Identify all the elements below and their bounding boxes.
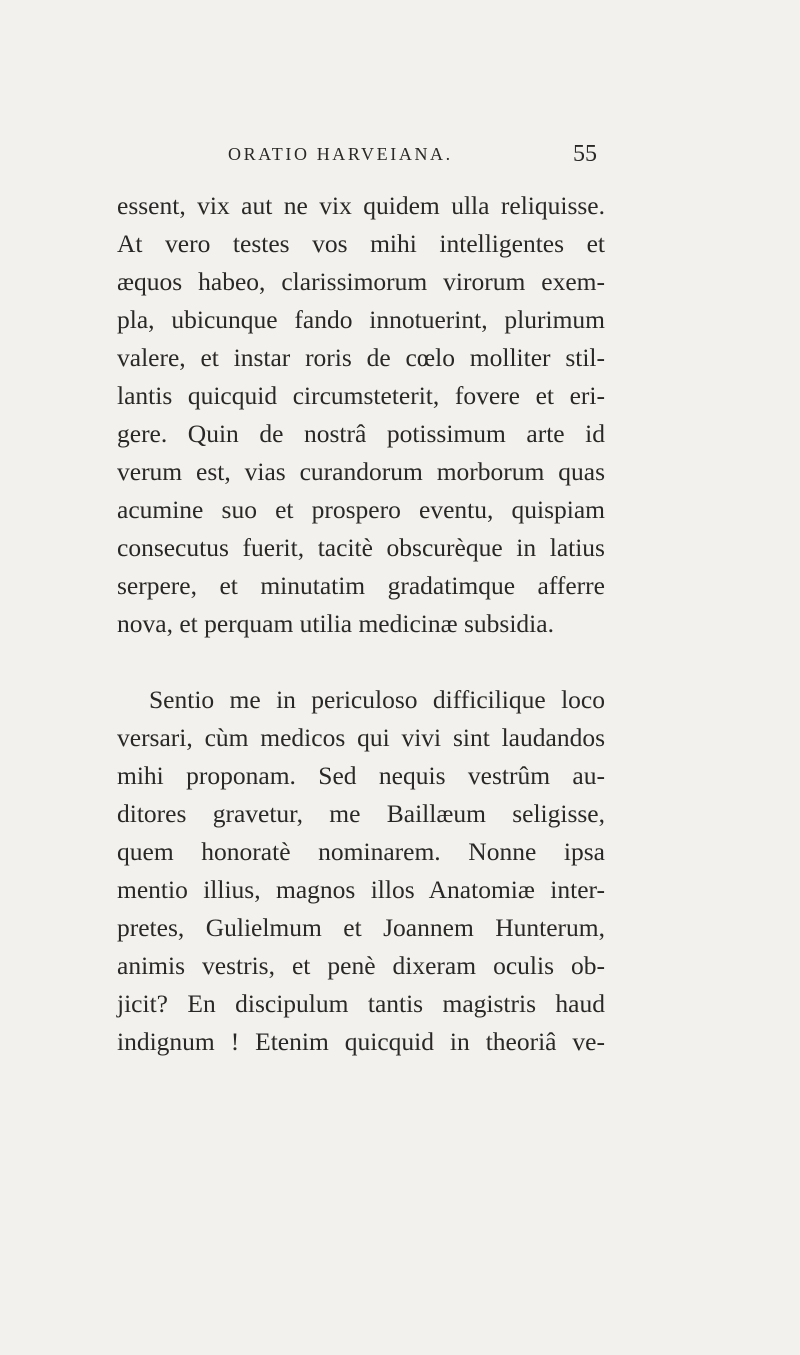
text-line: ditores gravetur, me Baillæum seligisse, — [117, 799, 605, 828]
text-line: gere. Quin de nostrâ potissimum arte id — [117, 419, 605, 448]
body-text — [117, 187, 605, 1061]
paragraph-1 — [117, 187, 605, 643]
text-line: At vero testes vos mihi intelligentes et — [117, 229, 605, 258]
text-line: consecutus fuerit, tacitè obscurèque in latius — [117, 533, 605, 562]
text-line: quem honoratè nominarem. Nonne ipsa — [117, 837, 605, 866]
running-head — [218, 136, 600, 172]
text-line: mihi proponam. Sed nequis vestrûm au- — [117, 761, 605, 790]
text-line: Sentio me in periculoso difficilique loco — [149, 685, 605, 714]
text-line: mentio illius, magnos illos Anatomiæ inter- — [117, 875, 605, 904]
text-line: verum est, vias curandorum morborum quas — [117, 457, 605, 486]
text-line: acumine suo et prospero eventu, quispiam — [117, 495, 605, 524]
text-line: nova, et perquam utilia medicinæ subsidia. — [117, 609, 554, 638]
text-line: serpere, et minutatim gradatimque afferre — [117, 571, 605, 600]
text-line: essent, vix aut ne vix quidem ulla reliquisse. — [117, 191, 605, 220]
text-line: pretes, Gulielmum et Joannem Hunterum, — [117, 913, 605, 942]
text-line: lantis quicquid circumsteterit, fovere et eri- — [117, 381, 605, 410]
page-number: 55 — [573, 141, 597, 167]
text-line: jicit? En discipulum tantis magistris haud — [117, 989, 605, 1018]
text-line: æquos habeo, clarissimorum virorum exem- — [117, 267, 605, 296]
text-line: pla, ubicunque fando innotuerint, plurimum — [117, 305, 605, 334]
paragraph-2 — [117, 681, 605, 1061]
text-line: animis vestris, et penè dixeram oculis ob- — [117, 951, 605, 980]
running-title: ORATIO HARVEIANA. — [228, 144, 453, 164]
text-line: valere, et instar roris de cœlo molliter stil- — [117, 343, 605, 372]
text-line: indignum ! Etenim quicquid in theoriâ ve- — [117, 1027, 605, 1056]
text-line: versari, cùm medicos qui vivi sint laudandos — [117, 723, 605, 752]
